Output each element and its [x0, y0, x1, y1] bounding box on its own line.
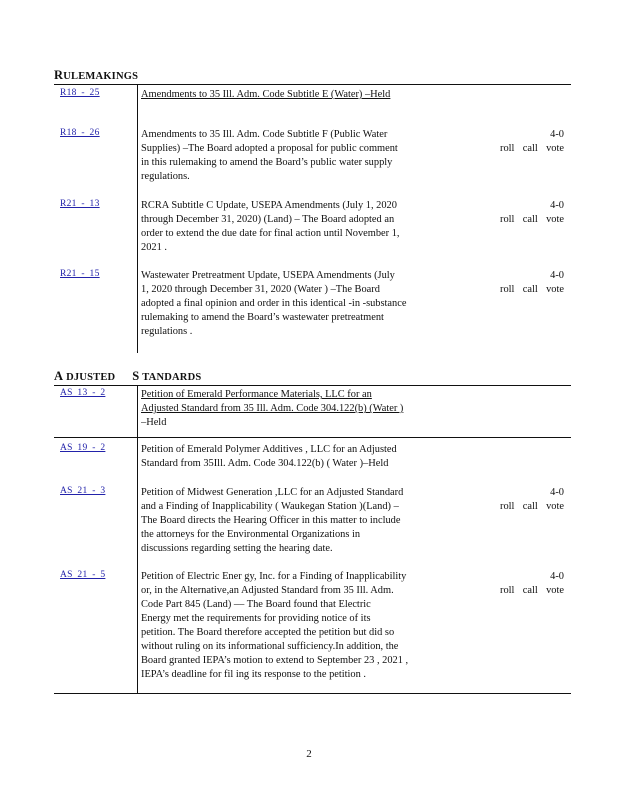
- description-line: The Board directs the Hearing Officer in this matter to include: [141, 515, 401, 526]
- description-line: Adjusted Standard from 35 Ill. Adm. Code 304.122(b) (Water ): [141, 403, 404, 414]
- item-description: [141, 570, 439, 682]
- vote-count: 4-0: [550, 571, 564, 582]
- description-line: Code Part 845 (Land) –– The Board found that Electric: [141, 599, 371, 610]
- docket-link[interactable]: R21 - 15: [60, 269, 100, 279]
- docket-link[interactable]: AS 19 - 2: [60, 443, 106, 453]
- vote-result: [500, 486, 564, 514]
- section-title-rulemakings: [54, 68, 138, 83]
- page-number: 2: [306, 748, 312, 760]
- section-title-rest: TANDARDS: [142, 372, 202, 383]
- description-line: –Held: [141, 417, 167, 428]
- vote-result: [500, 269, 564, 297]
- description-line: regulations .: [141, 326, 193, 337]
- section-title-cap: S: [132, 369, 140, 383]
- section-title-cap: R: [54, 68, 64, 82]
- vote-result: [500, 570, 564, 598]
- row-divider: [54, 693, 571, 694]
- description-line: RCRA Subtitle C Update, USEPA Amendments (July 1, 2020: [141, 200, 397, 211]
- description-line: Supplies) –The Board adopted a proposal for public comment: [141, 143, 398, 154]
- vote-label: roll call vote: [500, 585, 564, 596]
- description-line: Petition of Electric Ener gy, Inc. for a Finding of Inapplicability: [141, 571, 407, 582]
- vote-label: roll call vote: [500, 143, 564, 154]
- row-divider: [54, 437, 571, 438]
- description-line: the attorneys for the Environmental Organizations in: [141, 529, 361, 540]
- vote-result: [500, 128, 564, 156]
- docket-link[interactable]: AS 13 - 2: [60, 388, 106, 398]
- description-line: discussions regarding setting the hearing date.: [141, 543, 333, 554]
- description-line: Amendments to 35 Ill. Adm. Code Subtitle E (Water) –Held: [141, 89, 391, 100]
- item-description: [141, 199, 439, 255]
- docket-link[interactable]: R18 - 26: [60, 128, 100, 138]
- section-title-rest: ULEMAKINGS: [63, 71, 139, 82]
- item-description: [141, 486, 439, 556]
- description-line: rulemaking to amend the Board’s wastewater pretreatment: [141, 312, 384, 323]
- docket-link[interactable]: AS 21 - 3: [60, 486, 106, 496]
- vote-count: 4-0: [550, 129, 564, 140]
- description-line: Petition of Emerald Performance Materials, LLC for an: [141, 389, 372, 400]
- vote-count: 4-0: [550, 270, 564, 281]
- item-description: [141, 388, 439, 430]
- section-title-cap: A: [54, 369, 64, 383]
- vote-count: 4-0: [550, 487, 564, 498]
- section-title-adjusted-standards: [54, 369, 201, 384]
- vote-label: roll call vote: [500, 501, 564, 512]
- item-description: [141, 269, 439, 339]
- vote-label: roll call vote: [500, 214, 564, 225]
- column-divider: [137, 85, 138, 353]
- description-line: or, in the Alternative,an Adjusted Standard from 35 Ill. Adm.: [141, 585, 394, 596]
- description-line: adopted a final opinion and order in this identical -in -substance: [141, 298, 407, 309]
- description-line: without ruling on its informational sufficiency.In addition, the: [141, 641, 399, 652]
- description-line: Petition of Midwest Generation ,LLC for an Adjusted Standard: [141, 487, 404, 498]
- docket-link[interactable]: R21 - 13: [60, 199, 100, 209]
- description-line: Amendments to 35 Ill. Adm. Code Subtitle F (Public Water: [141, 129, 388, 140]
- description-line: order to extend the due date for final action until November 1,: [141, 228, 400, 239]
- section-title-rest: DJUSTED: [66, 372, 116, 383]
- item-description: [141, 128, 439, 184]
- description-line: Wastewater Pretreatment Update, USEPA Amendments (July: [141, 270, 395, 281]
- description-line: regulations.: [141, 171, 190, 182]
- description-line: and a Finding of Inapplicability ( Waukegan Station )(Land) –: [141, 501, 399, 512]
- item-description: [141, 88, 439, 102]
- description-line: Energy met the requirements for providing notice of its: [141, 613, 371, 624]
- description-line: 2021 .: [141, 242, 167, 253]
- description-line: Board granted IEPA’s motion to extend to September 23 , 2021 ,: [141, 655, 409, 666]
- description-line: through December 31, 2020) (Land) – The Board adopted an: [141, 214, 395, 225]
- description-line: Petition of Emerald Polymer Additives , LLC for an Adjusted: [141, 444, 397, 455]
- description-line: petition. The Board therefore accepted the petition but did so: [141, 627, 395, 638]
- docket-link[interactable]: AS 21 - 5: [60, 570, 106, 580]
- item-description: [141, 443, 439, 471]
- vote-label: roll call vote: [500, 284, 564, 295]
- vote-result: [500, 199, 564, 227]
- description-line: 1, 2020 through December 31, 2020 (Water ) –The Board: [141, 284, 380, 295]
- description-line: IEPA’s deadline for fil ing its response to the petition .: [141, 669, 367, 680]
- column-divider: [137, 386, 138, 693]
- description-line: in this rulemaking to amend the Board’s public water supply: [141, 157, 393, 168]
- vote-count: 4-0: [550, 200, 564, 211]
- section-rule: [54, 385, 571, 386]
- section-rule: [54, 84, 571, 85]
- description-line: Standard from 35Ill. Adm. Code 304.122(b) ( Water )–Held: [141, 458, 389, 469]
- docket-link[interactable]: R18 - 25: [60, 88, 100, 98]
